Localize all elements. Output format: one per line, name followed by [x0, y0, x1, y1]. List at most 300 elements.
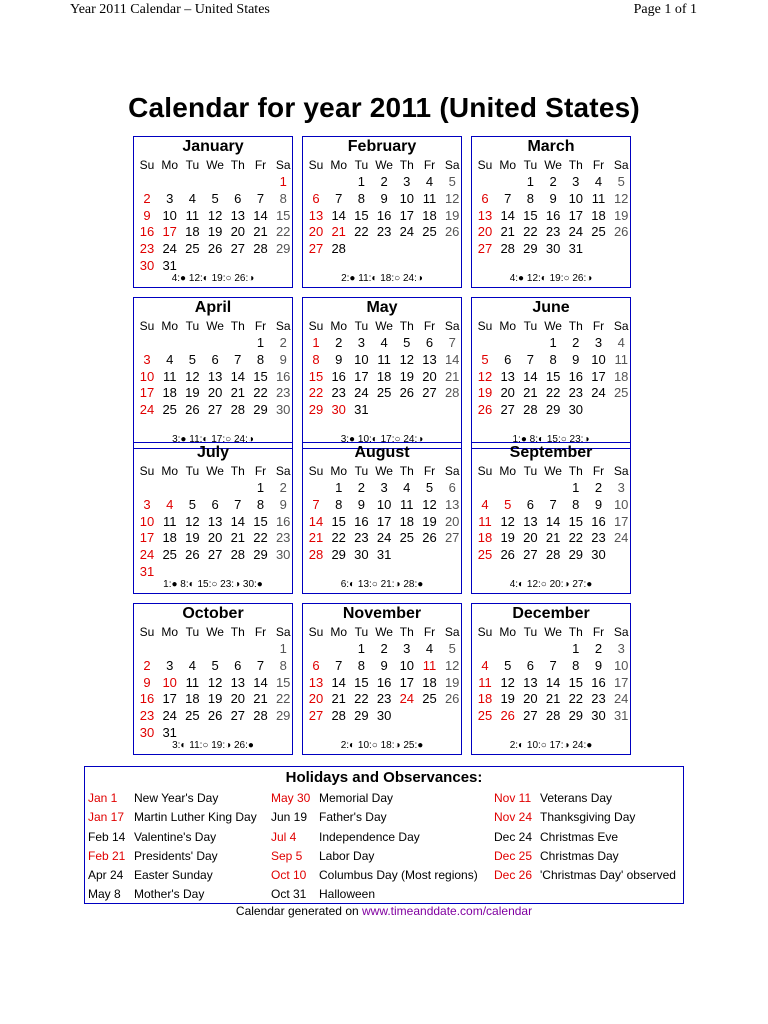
day-cell: 1: [256, 335, 265, 350]
day-cell: 12: [477, 368, 493, 384]
holiday-date: Dec 24: [494, 829, 533, 844]
day-cell: 21: [545, 530, 561, 546]
day-cell: 1: [256, 480, 265, 495]
day-cell: 10: [568, 190, 584, 206]
weekday-header: Th: [568, 464, 583, 478]
day-cell: 11: [591, 190, 606, 206]
day-cell: 27: [308, 708, 324, 724]
day-cell: 28: [308, 547, 324, 563]
day-cell: 15: [568, 513, 584, 529]
holiday-name: Martin Luther King Day: [134, 810, 257, 825]
day-cell: 12: [399, 351, 415, 367]
day-cell: 17: [354, 368, 369, 384]
day-cell: 29: [523, 241, 538, 257]
day-cell: 15: [545, 368, 561, 384]
month-name: June: [532, 299, 570, 316]
day-cell: 18: [422, 207, 437, 223]
holiday-name: Labor Day: [319, 848, 375, 863]
day-cell: 23: [331, 385, 346, 401]
day-cell: 18: [162, 530, 177, 546]
day-cell: 25: [613, 385, 629, 401]
weekday-header: We: [544, 158, 562, 172]
day-cell: 3: [143, 496, 151, 512]
day-cell: 22: [253, 530, 268, 546]
day-cell: 20: [308, 224, 324, 240]
day-cell: 20: [207, 385, 223, 401]
day-cell: 20: [523, 691, 538, 707]
day-cell: 27: [500, 402, 515, 418]
day-cell: 30: [275, 402, 291, 418]
day-cell: 25: [477, 708, 493, 724]
day-cell: 30: [591, 708, 606, 724]
weekday-header: Tu: [354, 319, 369, 333]
weekday-header: Su: [308, 319, 324, 333]
day-cell: 28: [331, 708, 346, 724]
day-cell: 8: [279, 657, 287, 673]
day-cell: 3: [403, 641, 411, 656]
day-cell: 30: [376, 708, 392, 724]
moon-phases: 2:● 11:◐ 18:○ 24:◑: [341, 273, 423, 284]
day-cell: 6: [211, 496, 219, 512]
day-cell: 14: [308, 513, 324, 529]
day-cell: 2: [572, 335, 580, 350]
day-cell: 8: [335, 496, 343, 512]
day-cell: 6: [425, 335, 434, 350]
holiday-name: Presidents' Day: [134, 848, 218, 863]
day-cell: 11: [400, 496, 414, 512]
day-cell: 5: [504, 657, 512, 673]
day-cell: 16: [275, 368, 291, 384]
day-cell: 16: [545, 207, 561, 223]
weekday-header: Mo: [161, 464, 179, 478]
holiday-name: Christmas Day: [540, 848, 619, 863]
day-cell: 26: [613, 224, 629, 240]
weekday-header: Fr: [592, 464, 605, 478]
holidays-column: [494, 789, 676, 885]
holiday-name: Mother's Day: [134, 887, 205, 902]
day-cell: 26: [207, 708, 223, 724]
day-cell: 30: [139, 258, 155, 273]
day-cell: 29: [308, 402, 324, 418]
holiday-name: Veterans Day: [540, 791, 613, 805]
holiday-name: Father's Day: [319, 810, 387, 825]
weekday-header: Mo: [499, 464, 517, 478]
day-cell: 5: [504, 496, 512, 512]
weekday-header: Tu: [523, 464, 538, 478]
weekday-header: Su: [477, 319, 493, 333]
day-cell: 8: [572, 657, 580, 673]
holiday-row: [494, 828, 619, 847]
day-cell: 10: [354, 351, 369, 367]
day-cell: 7: [549, 657, 557, 673]
day-cell: 7: [335, 190, 343, 206]
day-cell: 13: [207, 368, 223, 384]
day-cell: 2: [279, 480, 287, 495]
day-cell: 9: [594, 657, 603, 673]
holiday-name: Christmas Eve: [540, 829, 619, 844]
day-cell: 21: [230, 385, 246, 401]
day-cell: 2: [279, 335, 287, 350]
day-cell: 6: [448, 480, 456, 495]
day-cell: 5: [425, 480, 434, 495]
day-cell: 18: [422, 674, 437, 690]
day-cell: 21: [444, 368, 460, 384]
weekday-header: Su: [139, 158, 155, 172]
day-cell: 29: [331, 547, 346, 563]
day-cell: 15: [568, 674, 584, 690]
holiday-name: Columbus Day (Most regions): [319, 868, 478, 883]
weekday-header: Th: [230, 319, 245, 333]
moon-phases: 3:● 10:◐ 17:○ 24:◑: [340, 434, 424, 445]
moon-phases: 1:● 8:◐ 15:○ 23:◑: [512, 434, 590, 445]
day-cell: 27: [523, 708, 538, 724]
day-cell: 9: [279, 351, 287, 367]
day-cell: 2: [594, 480, 603, 495]
day-cell: 5: [448, 641, 456, 656]
day-cell: 22: [523, 224, 538, 240]
weekday-header: Fr: [254, 625, 267, 639]
day-cell: 21: [331, 224, 346, 240]
weekday-header: Sa: [444, 625, 460, 639]
day-cell: 16: [591, 674, 606, 690]
moon-phases: 4:◐ 12:○ 20:◑ 27:●: [509, 579, 593, 590]
day-cell: 22: [253, 385, 268, 401]
footer-link[interactable]: www.timeanddate.com/calendar: [362, 904, 533, 918]
day-cell: 27: [230, 241, 246, 257]
day-cell: 24: [399, 691, 415, 707]
day-cell: 19: [477, 385, 493, 401]
day-cell: 18: [185, 224, 200, 240]
day-cell: 14: [545, 674, 561, 690]
day-cell: 12: [500, 513, 515, 529]
day-cell: 11: [478, 513, 492, 529]
day-cell: 18: [399, 513, 415, 529]
day-cell: 26: [477, 402, 493, 418]
day-cell: 11: [185, 674, 200, 690]
holiday-row: [88, 847, 218, 866]
weekday-header: Tu: [185, 464, 200, 478]
moon-phases: 3:● 11:◐ 17:○ 24:◑: [172, 434, 254, 445]
day-cell: 3: [403, 174, 411, 189]
day-cell: 1: [549, 335, 557, 350]
day-cell: 26: [422, 530, 437, 546]
day-cell: 27: [444, 530, 460, 546]
day-cell: 9: [380, 190, 388, 206]
day-cell: 5: [617, 174, 625, 189]
day-cell: 14: [253, 674, 268, 690]
holiday-row: [494, 789, 613, 808]
day-cell: 5: [448, 174, 456, 189]
weekday-header: Sa: [275, 464, 291, 478]
day-cell: 2: [594, 641, 603, 656]
holiday-row: [271, 808, 387, 827]
day-cell: 28: [444, 385, 460, 401]
weekday-header: Fr: [592, 158, 605, 172]
day-cell: 12: [444, 190, 460, 206]
day-cell: 29: [568, 547, 584, 563]
day-cell: 24: [376, 530, 392, 546]
moon-phases: 2:◐ 10:○ 17:◑ 24:●: [509, 740, 593, 751]
weekday-header: Tu: [354, 464, 369, 478]
day-cell: 23: [591, 530, 606, 546]
day-cell: 8: [256, 496, 265, 512]
day-cell: 10: [376, 496, 392, 512]
weekday-header: We: [375, 158, 393, 172]
holiday-row: [494, 866, 676, 885]
holiday-date: Oct 31: [271, 887, 307, 902]
holiday-date: May 8: [88, 887, 121, 902]
day-cell: 9: [380, 657, 388, 673]
month-august: [302, 442, 462, 594]
day-cell: 20: [230, 691, 246, 707]
day-cell: 29: [545, 402, 561, 418]
day-cell: 3: [380, 480, 388, 495]
day-cell: 31: [376, 547, 392, 563]
day-cell: 26: [444, 224, 460, 240]
moon-phases: 2:◐ 10:○ 18:◑ 25:●: [340, 740, 424, 751]
day-cell: 20: [207, 530, 223, 546]
day-cell: 21: [230, 530, 246, 546]
day-cell: 4: [380, 335, 388, 350]
day-cell: 24: [139, 547, 155, 563]
day-cell: 23: [545, 224, 561, 240]
day-cell: 4: [481, 496, 489, 512]
day-cell: 21: [308, 530, 324, 546]
holiday-row: [271, 866, 478, 885]
day-cell: 10: [139, 513, 155, 529]
day-cell: 21: [523, 385, 538, 401]
holiday-name: Memorial Day: [319, 791, 394, 805]
day-cell: 10: [399, 657, 415, 673]
holiday-date: Jul 4: [271, 829, 297, 844]
day-cell: 26: [500, 708, 515, 724]
day-cell: 21: [253, 691, 268, 707]
weekday-header: Mo: [499, 319, 517, 333]
day-cell: 31: [162, 725, 177, 740]
day-cell: 28: [545, 708, 561, 724]
day-cell: 6: [234, 190, 242, 206]
day-cell: 7: [504, 190, 512, 206]
holiday-date: Nov 24: [494, 810, 533, 825]
holiday-name: Thanksgiving Day: [540, 810, 636, 825]
day-cell: 3: [617, 641, 625, 656]
day-cell: 22: [568, 691, 584, 707]
day-cell: 24: [139, 402, 155, 418]
day-cell: 7: [448, 335, 456, 350]
day-cell: 1: [357, 641, 365, 656]
day-cell: 27: [422, 385, 437, 401]
day-cell: 9: [549, 190, 557, 206]
day-cell: 13: [477, 207, 493, 223]
day-cell: 28: [253, 241, 268, 257]
holiday-row: [88, 885, 205, 904]
weekday-header: Fr: [423, 464, 436, 478]
weekday-header: Th: [230, 158, 245, 172]
holiday-date: Feb 21: [88, 848, 126, 863]
day-cell: 10: [139, 368, 155, 384]
holiday-date: Jan 1: [88, 791, 118, 805]
day-cell: 2: [143, 657, 151, 673]
day-cell: 19: [207, 691, 223, 707]
day-cell: 15: [331, 513, 346, 529]
weekday-header: Tu: [185, 158, 200, 172]
weekday-header: Th: [399, 319, 414, 333]
day-cell: 7: [256, 190, 265, 206]
day-cell: 19: [500, 691, 515, 707]
day-cell: 13: [523, 674, 538, 690]
day-cell: 21: [500, 224, 515, 240]
holiday-name: Halloween: [319, 887, 376, 902]
day-cell: 22: [354, 691, 369, 707]
day-cell: 19: [399, 368, 415, 384]
day-cell: 31: [568, 241, 584, 257]
day-cell: 16: [354, 513, 369, 529]
weekday-header: Th: [399, 158, 414, 172]
weekday-header: Mo: [161, 625, 179, 639]
holiday-row: [494, 847, 619, 866]
day-cell: 12: [185, 513, 200, 529]
day-cell: 23: [591, 691, 606, 707]
weekday-header: Su: [139, 625, 155, 639]
day-cell: 9: [143, 207, 151, 223]
weekday-header: We: [375, 464, 393, 478]
day-cell: 1: [526, 174, 534, 189]
holiday-date: Dec 26: [494, 868, 533, 883]
day-cell: 12: [613, 190, 629, 206]
day-cell: 18: [185, 691, 200, 707]
day-cell: 19: [422, 513, 437, 529]
day-cell: 17: [568, 207, 584, 223]
day-cell: 27: [207, 402, 223, 418]
day-cell: 27: [230, 708, 246, 724]
day-cell: 3: [143, 351, 151, 367]
day-cell: 30: [354, 547, 369, 563]
day-cell: 25: [162, 547, 177, 563]
day-cell: 22: [331, 530, 346, 546]
holiday-row: [271, 847, 375, 866]
day-cell: 17: [139, 530, 155, 546]
day-cell: 28: [253, 708, 268, 724]
day-cell: 4: [617, 335, 625, 350]
weekday-header: Sa: [613, 464, 629, 478]
day-cell: 5: [211, 190, 219, 206]
day-cell: 6: [481, 190, 489, 206]
day-cell: 18: [162, 385, 177, 401]
day-cell: 25: [376, 385, 392, 401]
weekday-header: Sa: [275, 319, 291, 333]
day-cell: 7: [234, 496, 242, 512]
day-cell: 15: [354, 207, 369, 223]
day-cell: 17: [399, 207, 415, 223]
day-cell: 7: [526, 351, 534, 367]
day-cell: 15: [253, 368, 268, 384]
day-cell: 9: [572, 351, 580, 367]
weekday-header: We: [206, 625, 224, 639]
holiday-date: Nov 11: [494, 791, 532, 805]
day-cell: 12: [207, 674, 223, 690]
day-cell: 10: [613, 657, 629, 673]
weekday-header: Fr: [592, 319, 605, 333]
day-cell: 2: [335, 335, 343, 350]
day-cell: 23: [376, 224, 392, 240]
day-cell: 5: [211, 657, 219, 673]
weekday-header: Fr: [254, 464, 267, 478]
day-cell: 18: [613, 368, 629, 384]
holidays-column: [271, 789, 478, 905]
day-cell: 12: [500, 674, 515, 690]
month-february: [302, 136, 462, 288]
day-cell: 14: [230, 368, 246, 384]
day-cell: 30: [591, 547, 606, 563]
day-cell: 11: [422, 190, 437, 206]
weekday-header: We: [206, 319, 224, 333]
holiday-date: Dec 25: [494, 848, 533, 863]
holiday-row: [88, 866, 213, 885]
day-cell: 6: [312, 657, 320, 673]
day-cell: 24: [613, 530, 629, 546]
day-cell: 30: [331, 402, 346, 418]
weekday-header: We: [375, 319, 393, 333]
weekday-header: Su: [477, 158, 493, 172]
month-june: [471, 297, 631, 449]
day-cell: 30: [545, 241, 561, 257]
footer: [0, 904, 768, 918]
moon-phases: 3:◐ 11:○ 19:◑ 26:●: [172, 740, 254, 751]
day-cell: 20: [523, 530, 538, 546]
day-cell: 10: [591, 351, 606, 367]
day-cell: 23: [275, 385, 291, 401]
day-cell: 5: [188, 351, 196, 367]
weekday-header: Mo: [330, 464, 348, 478]
day-cell: 19: [207, 224, 223, 240]
page-title: Calendar for year 2011 (United States): [128, 92, 640, 123]
weekday-header: Sa: [275, 625, 291, 639]
weekday-header: Tu: [354, 625, 369, 639]
weekday-header: Th: [399, 464, 414, 478]
day-cell: 5: [481, 351, 489, 367]
day-cell: 16: [331, 368, 346, 384]
day-cell: 22: [354, 224, 369, 240]
weekday-header: Mo: [330, 625, 348, 639]
day-cell: 26: [185, 402, 200, 418]
weekday-header: Sa: [444, 319, 460, 333]
day-cell: 2: [380, 174, 388, 189]
day-cell: 22: [308, 385, 324, 401]
weekday-header: Th: [399, 625, 414, 639]
day-cell: 16: [568, 368, 584, 384]
weekday-header: Mo: [499, 625, 517, 639]
moon-phases: 6:◐ 13:○ 21:◑ 28:●: [340, 579, 424, 590]
day-cell: 31: [162, 258, 177, 273]
day-cell: 29: [568, 708, 584, 724]
day-cell: 10: [162, 674, 177, 690]
holiday-row: [271, 885, 376, 904]
holidays-title: Holidays and Observances:: [285, 769, 483, 786]
day-cell: 12: [207, 207, 223, 223]
day-cell: 17: [162, 224, 177, 240]
weekday-header: Su: [139, 319, 155, 333]
day-cell: 3: [572, 174, 580, 189]
day-cell: 18: [376, 368, 392, 384]
holiday-row: [88, 789, 219, 808]
day-cell: 24: [354, 385, 369, 401]
day-cell: 14: [444, 351, 460, 367]
day-cell: 26: [444, 691, 460, 707]
day-cell: 18: [477, 530, 493, 546]
day-cell: 3: [594, 335, 603, 350]
weekday-header: We: [544, 319, 562, 333]
holiday-date: Jan 17: [88, 810, 125, 825]
